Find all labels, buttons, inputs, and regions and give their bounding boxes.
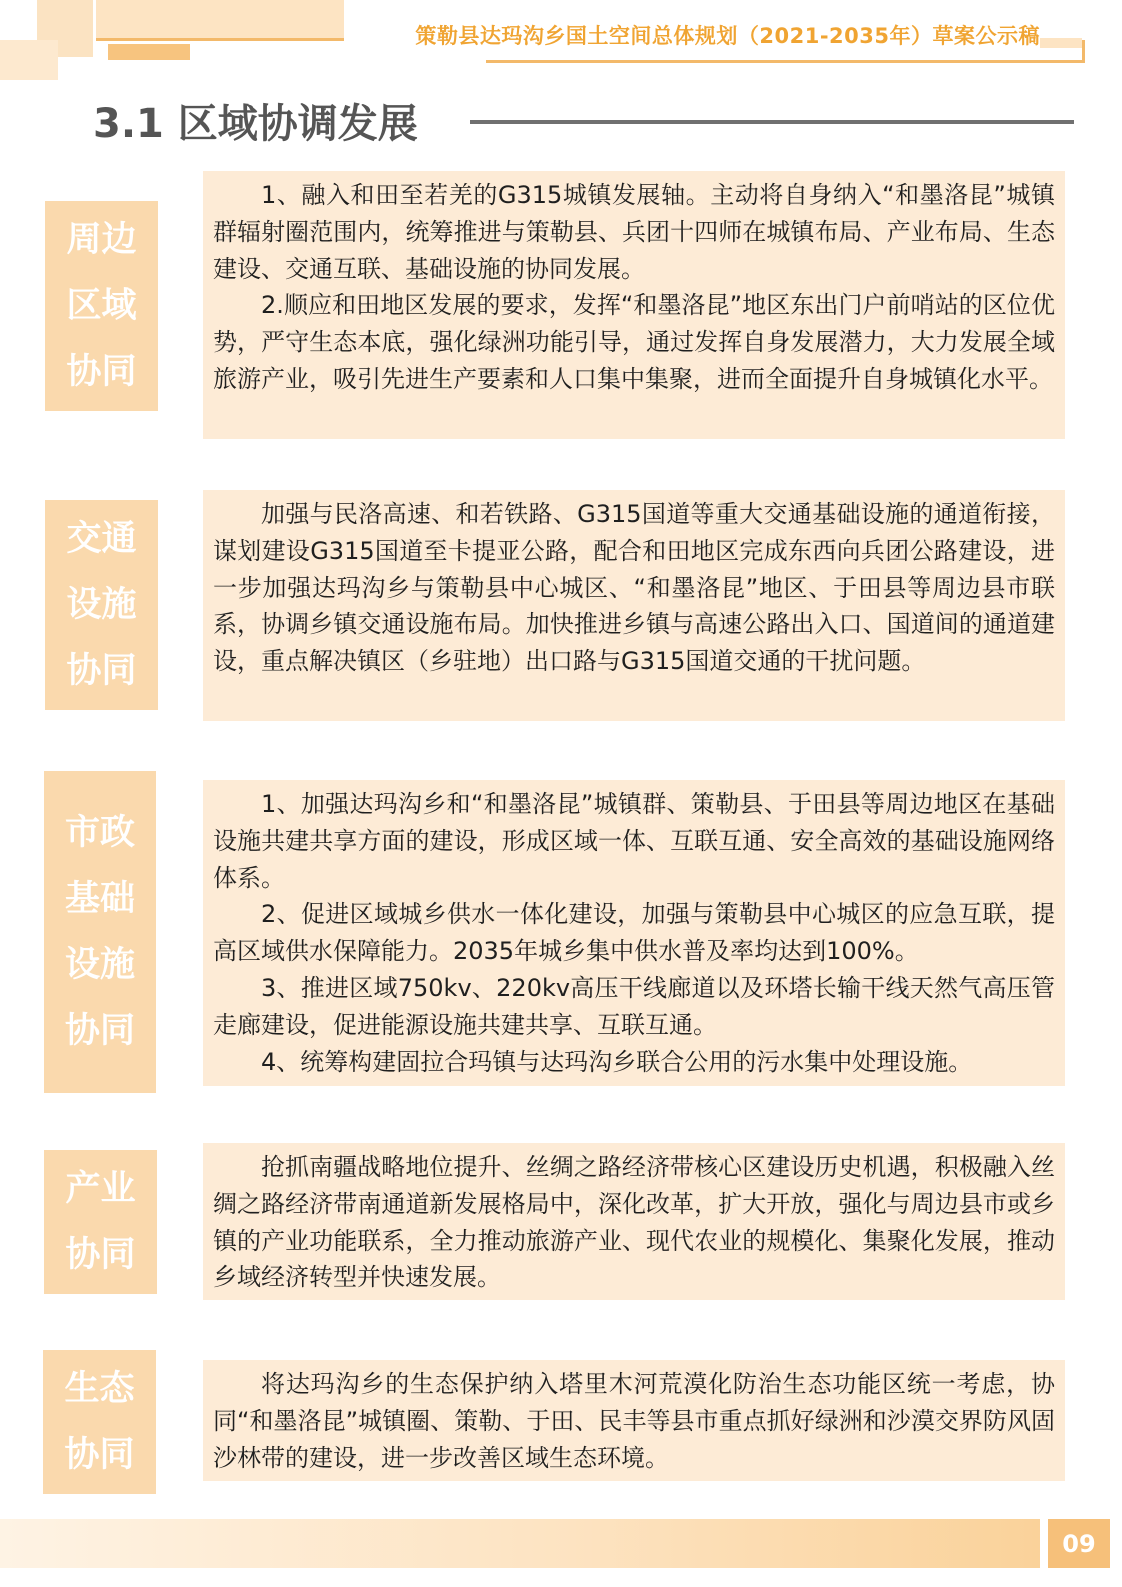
block-paragraph: 1、加强达玛沟乡和“和墨洛昆”城镇群、策勒县、于田县等周边地区在基础设施共建共享方面的建设，形成区域一体、互联互通、安全高效的基础设施网络体系。 [213, 790, 1055, 892]
block-label-transport [45, 500, 158, 710]
section-title: 3.1 区域协调发展 [93, 101, 418, 147]
block-label-line: 设施 [64, 945, 135, 985]
block-label-line: 生态 [64, 1369, 135, 1409]
block-label-line: 设施 [66, 585, 137, 625]
block-paragraph: 抢抓南疆战略地位提升、丝绸之路经济带核心区建设历史机遇，积极融入丝绸之路经济带南通道新发展格局中，深化改革，扩大开放，强化与周边县市或乡镇的产业功能联系，全力推动旅游产业、现代农业的规模化、集聚化发展，推动乡域经济转型并快速发展。 [213, 1153, 1055, 1292]
block-paragraph: 1、融入和田至若羌的G315城镇发展轴。主动将自身纳入“和墨洛昆”城镇群辐射圈范围内，统筹推进与策勒县、兵团十四师在城镇布局、产业布局、生态建设、交通互联、基础设施的协同发展。 [213, 181, 1055, 283]
block-paragraph: 4、统筹构建固拉合玛镇与达玛沟乡联合公用的污水集中处理设施。 [261, 1047, 973, 1076]
block-label-line: 产业 [65, 1169, 136, 1209]
block-text-ecology [203, 1360, 1065, 1481]
block-text-transport [203, 490, 1065, 721]
block-label-line: 区域 [66, 286, 137, 326]
block-label-line: 协同 [65, 1235, 136, 1275]
header-decoration-bar [108, 44, 190, 60]
block-label-line: 交通 [66, 519, 137, 559]
block-text-industry [203, 1143, 1065, 1300]
block-label-line: 基础 [64, 879, 135, 919]
block-paragraph: 2.顺应和田地区发展的要求，发挥“和墨洛昆”地区东出门户前哨站的区位优势，严守生态本底，强化绿洲功能引导，通过发挥自身发展潜力，大力发展全域旅游产业，吸引先进生产要素和人口集中集聚，进而全面提升自身城镇化水平。 [213, 291, 1055, 393]
block-label-line: 周边 [66, 220, 137, 260]
document-header-title: 策勒县达玛沟乡国土空间总体规划（2021-2035年）草案公示稿 [415, 24, 1040, 48]
section-title-rule [470, 120, 1074, 124]
header-decoration-bar [96, 0, 344, 38]
block-label-regional [45, 201, 158, 411]
block-label-line: 市政 [64, 813, 135, 853]
block-paragraph: 加强与民洛高速、和若铁路、G315国道等重大交通基础设施的通道衔接，谋划建设G315国道至卡提亚公路，配合和田地区完成东西向兵团公路建设，进一步加强达玛沟乡与策勒县中心城区、“和墨洛昆”地区、于田县等周边县市联系，协调乡镇交通设施布局。加快推进乡镇与高速公路出入口、国道间的通道建设，重点解决镇区（乡驻地）出口路与G315国道交通的干扰问题。 [213, 500, 1055, 676]
footer-decoration-bar [0, 1519, 1040, 1568]
block-paragraph: 将达玛沟乡的生态保护纳入塔里木河荒漠化防治生态功能区统一考虑，协同“和墨洛昆”城镇圈、策勒、于田、民丰等县市重点抓好绿洲和沙漠交界防风固沙林带的建设，进一步改善区域生态环境。 [213, 1370, 1055, 1472]
page-number: 09 [1048, 1519, 1110, 1568]
block-label-line: 协同 [64, 1011, 135, 1051]
block-paragraph: 3、推进区域750kv、220kv高压干线廊道以及环塔长输干线天然气高压管走廊建设，促进能源设施共建共享、互联互通。 [213, 973, 1055, 1039]
block-text-regional [203, 171, 1065, 439]
block-label-line: 协同 [64, 1435, 135, 1475]
block-label-municipal [44, 771, 156, 1093]
header-decoration-square [0, 40, 58, 80]
block-label-ecology [43, 1350, 156, 1494]
header-decoration-line [96, 38, 344, 41]
block-text-municipal [203, 780, 1065, 1086]
block-label-line: 协同 [66, 651, 137, 691]
block-label-line: 协同 [66, 352, 137, 392]
block-paragraph: 2、促进区域城乡供水一体化建设，加强与策勒县中心城区的应急互联，提高区域供水保障能力。2035年城乡集中供水普及率均达到100%。 [213, 900, 1055, 966]
block-label-industry [44, 1150, 157, 1294]
